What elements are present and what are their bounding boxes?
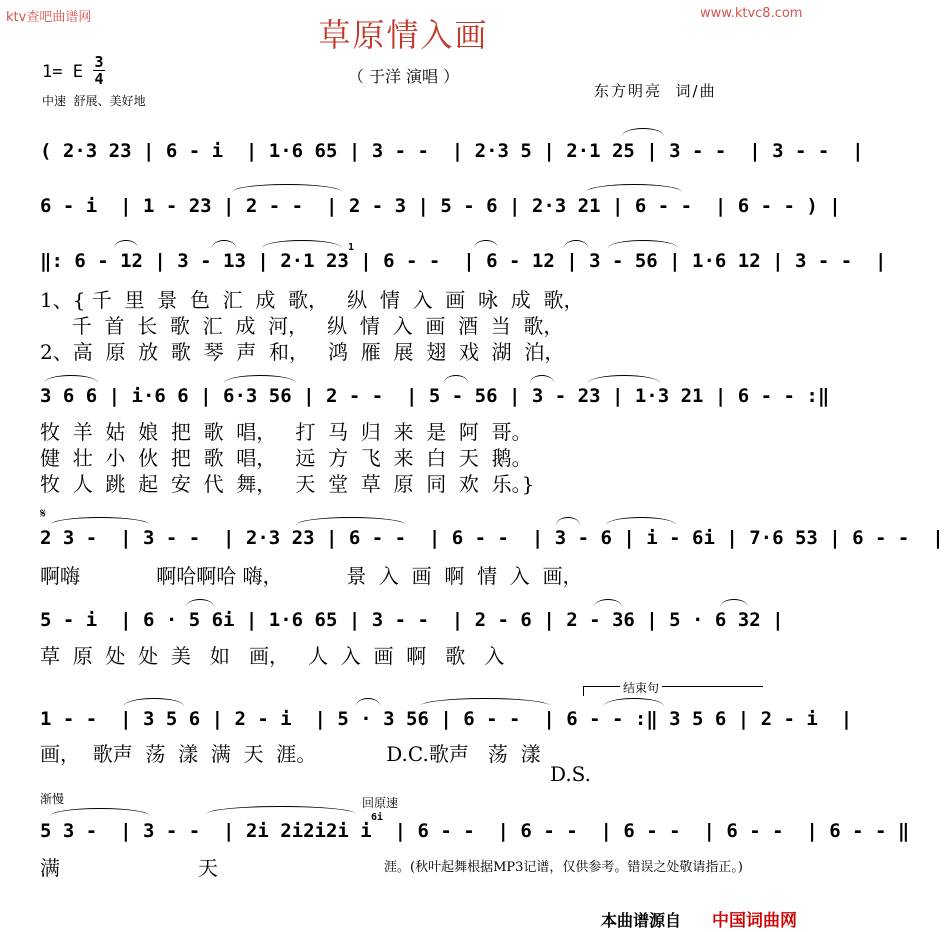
slow-marking: 渐慢	[40, 792, 65, 806]
grace-note: 6i	[371, 812, 384, 823]
ds-marking: D.S.	[550, 762, 592, 786]
slur-arc	[224, 375, 296, 383]
lyric-verse-1a: 1、{ 千 里 景 色 汇 成 歌， 纵 情 入 画 咏 成 歌，	[40, 288, 584, 312]
slur-arc	[564, 240, 588, 248]
slur-arc	[114, 240, 138, 248]
score-line-2: 6 - i | 1 - 23 | 2 - - | 2 - 3 | 5 - 6 | 2·3 21 | 6 - - | 6 - - ) |	[40, 195, 841, 217]
lyric-chorus-3: 画， 歌声 荡 漾 满 天 涯。 D.C.歌声 荡 漾	[40, 742, 541, 766]
ending-bracket-line	[583, 686, 763, 687]
tie-arc	[420, 698, 550, 706]
slur-arc	[186, 599, 214, 607]
slur-arc	[594, 599, 622, 607]
score-line-5: 2 3 - | 3 - - | 2·3 23 | 6 - - | 6 - - | 3 - 6 | i - 6i | 7·6 53 | 6 - - |	[40, 527, 944, 549]
slur-arc	[556, 517, 580, 525]
song-title: 草原情入画	[318, 16, 489, 54]
time-sig-top: 3	[94, 53, 104, 71]
slur-arc	[206, 806, 356, 814]
time-signature	[92, 54, 106, 87]
slur-arc	[530, 375, 554, 383]
slur-arc	[588, 375, 660, 383]
slur-arc	[262, 240, 342, 248]
score-line-6: 5 - i | 6 · 5 6i | 1·6 65 | 3 - - | 2 - 6 | 2 - 36 | 5 · 6 32 |	[40, 609, 784, 631]
tie-arc	[586, 184, 682, 192]
lyric-final-2: 天	[198, 856, 218, 880]
slur-arc	[606, 517, 676, 525]
lyric-refrain-2: 健 壮 小 伙 把 歌 唱， 远 方 飞 来 白 天 鹅。	[40, 446, 532, 470]
lyric-refrain-3: 牧 人 跳 起 安 代 舞， 天 堂 草 原 同 欢 乐。}	[40, 472, 535, 496]
source-site: 中国词曲网	[712, 911, 797, 931]
watermark-right: www.ktvc8.com	[700, 6, 803, 21]
a-tempo-marking: 回原速	[362, 796, 399, 810]
tie-arc	[232, 184, 342, 192]
lyric-verse-2: 2、高 原 放 歌 琴 声 和， 鸿 雁 展 翅 戏 湖 泊，	[40, 340, 565, 364]
slur-arc	[608, 240, 678, 248]
slur-arc	[212, 240, 236, 248]
key-signature: 1= E	[42, 62, 83, 82]
slur-arc	[720, 599, 748, 607]
source-label: 本曲谱源自	[601, 911, 682, 930]
score-line-1: ( 2·3 23 | 6 - i | 1·6 65 | 3 - - | 2·3 5 | 2·1 25 | 3 - - | 3 - - |	[40, 140, 864, 162]
lyric-final-1: 满	[40, 856, 60, 880]
score-line-7: 1 - - | 3 5 6 | 2 - i | 5 · 3 56 | 6 - - | 6 - - :‖ 3 5 6 | 2 - i |	[40, 708, 853, 730]
segno-icon: 𝄋	[40, 506, 47, 522]
author-credit: 东方明亮 词/曲	[594, 82, 717, 100]
ending-bracket-tick	[583, 686, 584, 696]
score-line-8: 5 3 - | 3 - - | 2i 2i2i2i i | 6 - - | 6 - - | 6 - - | 6 - - | 6 - - ‖	[40, 820, 910, 842]
watermark-left: ktv查吧曲谱网	[6, 10, 92, 25]
lyric-final-3: 涯。(秋叶起舞根据MP3记谱，仅供参考。错误之处敬请指正。)	[384, 860, 743, 875]
singer-credit: （ 于洋 演唱 ）	[347, 67, 460, 86]
slur-arc	[604, 698, 664, 706]
tie-arc	[296, 517, 406, 525]
lyric-chorus-2: 草 原 处 处 美 如 画， 人 入 画 啊 歌 入	[40, 644, 505, 668]
score-line-3: ‖: 6 - 12 | 3 - 13 | 2·1 23 | 6 - - | 6 - 12 | 3 - 56 | 1·6 12 | 3 - - |	[40, 250, 887, 272]
slur-arc	[444, 375, 468, 383]
time-sig-bottom: 4	[94, 70, 104, 88]
slur-arc	[474, 240, 498, 248]
grace-note: 1	[348, 242, 355, 253]
tie-arc	[50, 517, 150, 525]
lyric-chorus-1: 啊嗨 啊哈啊哈 嗨， 景 入 画 啊 情 入 画，	[40, 564, 583, 588]
tie-arc	[50, 808, 150, 816]
tempo-marking: 中速 舒展、美好地	[42, 94, 146, 108]
slur-arc	[44, 375, 98, 383]
tie-arc	[622, 128, 664, 136]
lyric-verse-1b: 千 首 长 歌 汇 成 河， 纵 情 入 画 酒 当 歌，	[40, 314, 564, 338]
slur-arc	[356, 698, 380, 706]
ending-label: 结束句	[620, 679, 662, 696]
lyric-refrain-1: 牧 羊 姑 娘 把 歌 唱， 打 马 归 来 是 阿 哥。	[40, 420, 532, 444]
score-line-4: 3 6 6 | i·6 6 | 6·3 56 | 2 - - | 5 - 56 | 3 - 23 | 1·3 21 | 6 - - :‖	[40, 385, 830, 407]
slur-arc	[124, 698, 184, 706]
